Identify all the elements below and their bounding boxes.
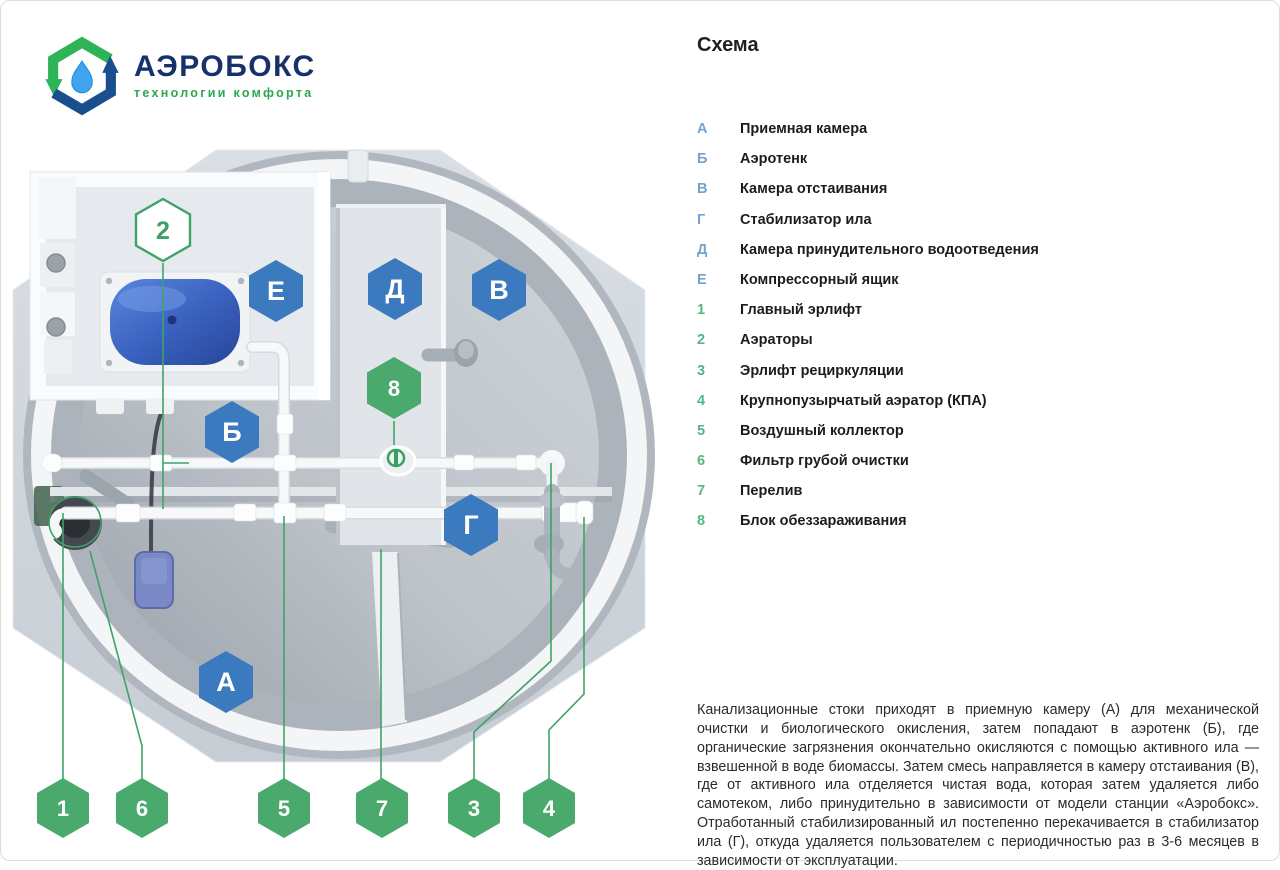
legend-row-d	[697, 242, 1258, 272]
logo-title: АЭРОБОКС	[134, 50, 316, 83]
legend-label: Блок обеззараживания	[740, 513, 907, 530]
legend-row-a	[697, 121, 1258, 151]
legend-label: Эрлифт рециркуляции	[740, 362, 904, 379]
disinfection-unit	[381, 447, 415, 475]
legend-label: Аэраторы	[740, 332, 813, 349]
legend-key: 8	[697, 513, 706, 530]
legend-key: Е	[697, 271, 707, 288]
legend-key: 6	[697, 453, 706, 470]
legend-row-1	[697, 302, 1258, 332]
legend	[697, 121, 1258, 544]
legend-label: Перелив	[740, 483, 803, 500]
transverse-wall	[50, 487, 612, 496]
legend-label: Компрессорный ящик	[740, 271, 899, 288]
legend-row-7	[697, 483, 1258, 513]
legend-row-b	[697, 151, 1258, 181]
treatment-plant-illustration	[0, 140, 660, 861]
legend-key: 3	[697, 362, 706, 379]
legend-key: Г	[697, 211, 706, 228]
legend-row-4	[697, 393, 1258, 423]
legend-key: 1	[697, 302, 706, 319]
legend-row-g	[697, 212, 1258, 242]
chamber-marker-b-label: Б	[222, 417, 242, 447]
compressor	[100, 272, 250, 372]
legend-row-5	[697, 423, 1258, 453]
legend-key: 5	[697, 422, 706, 439]
legend-label: Главный эрлифт	[740, 302, 862, 319]
chamber-marker-d-label: Д	[385, 274, 405, 304]
logo	[43, 33, 316, 119]
legend-label: Стабилизатор ила	[740, 211, 872, 228]
part-marker-3	[448, 778, 500, 838]
part-marker-1-label: 1	[56, 796, 70, 821]
part-marker-6	[116, 778, 168, 838]
legend-label: Крупнопузырчатый аэратор (КПА)	[740, 392, 987, 409]
legend-row-2	[697, 332, 1258, 362]
legend-key: Б	[697, 151, 708, 168]
legend-key: 4	[697, 392, 706, 409]
legend-row-v	[697, 181, 1258, 211]
legend-key: 7	[697, 483, 706, 500]
part-marker-5-label: 5	[277, 796, 291, 821]
legend-key: В	[697, 181, 708, 198]
part-marker-8-label: 8	[387, 376, 401, 401]
page-title: Схема	[697, 34, 759, 56]
legend-label: Камера принудительного водоотведения	[740, 241, 1039, 258]
part-marker-5	[258, 778, 310, 838]
part-marker-7-label: 7	[375, 796, 389, 821]
legend-key: 2	[697, 332, 706, 349]
legend-label: Воздушный коллектор	[740, 422, 904, 439]
legend-label: Фильтр грубой очистки	[740, 453, 909, 470]
part-marker-3-label: 3	[467, 796, 481, 821]
legend-row-3	[697, 363, 1258, 393]
transverse-wall-shadow	[50, 496, 612, 502]
chamber-marker-v-label: В	[489, 275, 509, 305]
inlet-stub	[348, 150, 368, 182]
legend-label: Аэротенк	[740, 151, 808, 168]
legend-label: Приемная камера	[740, 121, 868, 137]
logo-subtitle: технологии комфорта	[134, 86, 314, 100]
chamber-marker-a-label: А	[216, 667, 236, 697]
legend-row-6	[697, 453, 1258, 483]
part-marker-7	[356, 778, 408, 838]
chamber-marker-g-label: Г	[463, 510, 479, 540]
legend-key: Д	[697, 241, 708, 258]
process-description: Канализационные стоки приходят в приемную камеру (А) для механической очистки и биологического окисления, затем попадают в аэротенк (Б), где органические загрязнения окончательно окисляются с помощью активного ила — взвешенной в воде биомассы. Затем смесь направляется в камеру отстаивания (В), где от активного ила отделяется чистая вода, которая затем удаляется либо самотеком, либо принудительно в зависимости от модели станции «Аэробокс». Отработанный стабилизированный ил постепенно перекачивается в стабилизатор ила (Г), откуда удаляется пользователем с периодичностью раз в 3-6 месяцев в зависимости от эксплуатации.	[697, 702, 1259, 869]
chamber-marker-e-label: Е	[266, 276, 286, 306]
legend-key: А	[697, 121, 708, 137]
legend-row-8	[697, 513, 1258, 543]
part-marker-2-label: 2	[156, 217, 170, 245]
part-marker-6-label: 6	[135, 796, 149, 821]
logo-hexagon-drop-icon	[43, 33, 121, 119]
logo-text	[134, 52, 316, 100]
part-marker-4	[523, 778, 575, 838]
part-marker-4-label: 4	[542, 796, 556, 821]
legend-row-e	[697, 272, 1258, 302]
legend-label: Камера отстаивания	[740, 181, 888, 198]
float-switch	[135, 552, 173, 608]
part-marker-1	[37, 778, 89, 838]
